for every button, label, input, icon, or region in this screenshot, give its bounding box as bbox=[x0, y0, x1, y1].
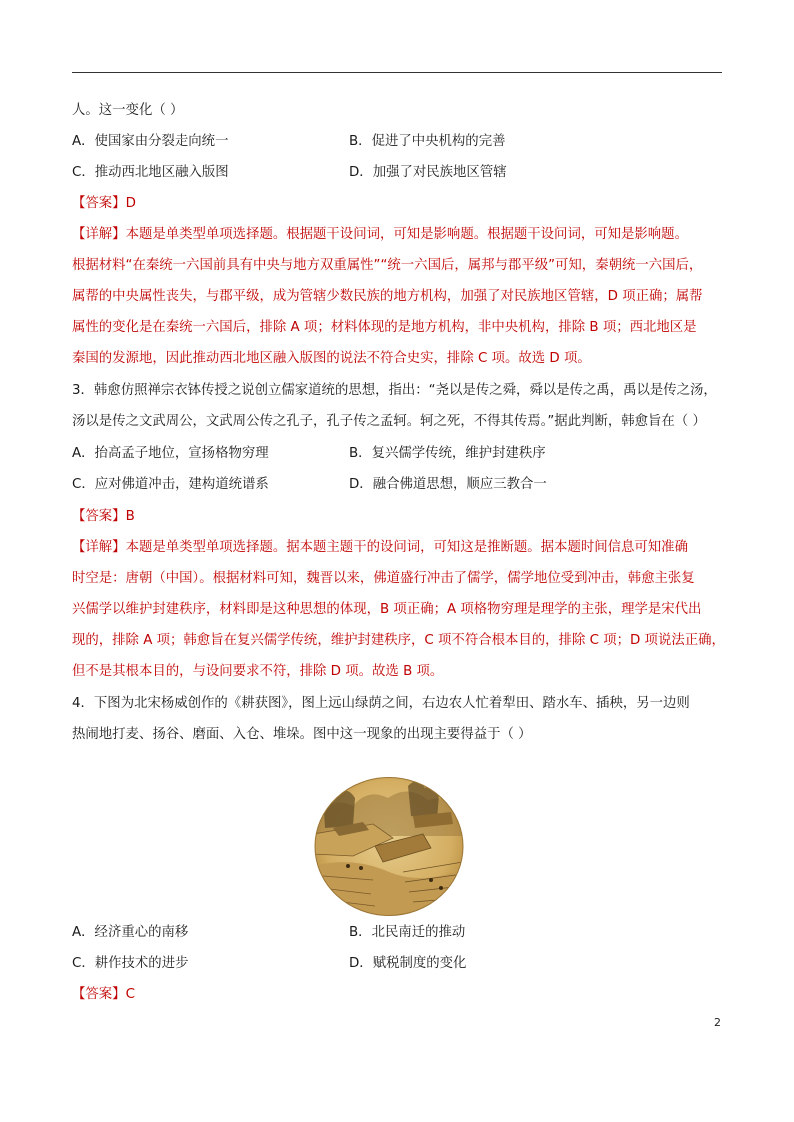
q3-option-d: D．融合佛道思想，顺应三教合一 bbox=[349, 477, 547, 492]
q3-option-a: A．抬高孟子地位，宣扬格物穷理 bbox=[72, 446, 269, 461]
answer-value: D bbox=[125, 196, 136, 211]
answer-value: C bbox=[125, 987, 135, 1002]
q2-stem-tail: 人。这一变化（ ） bbox=[72, 103, 184, 118]
q3-detail-line: 但不是其根本目的，与设问要求不符，排除 D 项。故选 B 项。 bbox=[72, 664, 444, 679]
q2-answer bbox=[72, 196, 136, 212]
farmer-figure bbox=[429, 878, 433, 882]
q3-option-b: B．复兴儒学传统，维护封建秩序 bbox=[349, 446, 546, 461]
q4-answer bbox=[72, 987, 135, 1003]
q3-option-c: C．应对佛道冲击，建构道统谱系 bbox=[72, 477, 269, 492]
q2-detail-line: 属帮的中央属性丧失，与郡平级，成为管辖少数民族的地方机构，加强了对民族地区管辖，D 项正确；属帮 bbox=[72, 289, 703, 304]
q2-option-a: A．使国家由分裂走向统一 bbox=[72, 134, 229, 149]
q2-option-d: D．加强了对民族地区管辖 bbox=[349, 165, 507, 180]
q4-stem-line: 热闹地打麦、扬谷、磨面、入仓、堆垛。图中这一现象的出现主要得益于（ ） bbox=[72, 727, 532, 742]
header-rule bbox=[72, 72, 722, 73]
q4-option-b: B．北民南迁的推动 bbox=[349, 925, 466, 940]
q2-detail-line: 秦国的发源地，因此推动西北地区融入版图的说法不符合史实，排除 C 项。故选 D 项。 bbox=[72, 351, 591, 366]
q4-stem-line: 4．下图为北宋杨威创作的《耕获图》，图上远山绿荫之间，右边农人忙着犁田、踏水车、插秧，另一边则 bbox=[72, 696, 690, 711]
q2-option-b: B．促进了中央机构的完善 bbox=[349, 134, 506, 149]
q3-answer bbox=[72, 509, 135, 525]
answer-value: B bbox=[125, 509, 135, 524]
q2-detail-line: 根据材料“在秦统一六国前具有中央与地方双重属性”“统一六国后，属邦与郡平级”可知，秦朝统一六国后， bbox=[72, 258, 703, 273]
farmer-figure bbox=[359, 866, 363, 870]
answer-tag: 【答案】 bbox=[72, 987, 126, 1002]
q4-option-d: D．赋税制度的变化 bbox=[349, 956, 467, 971]
page-number: 2 bbox=[714, 1016, 721, 1029]
detail-text: 本题是单类型单项选择题。据本题主题干的设问词，可知这是推断题。据本题时间信息可知准确 bbox=[125, 540, 688, 555]
q4-option-a: A．经济重心的南移 bbox=[72, 925, 189, 940]
genghuotu-painting bbox=[313, 776, 465, 917]
q2-detail-line: 属性的变化是在秦统一六国后，排除 A 项；材料体现的是地方机构，非中央机构，排除 B 项；西北地区是 bbox=[72, 320, 697, 335]
q3-stem-line: 汤以是传之文武周公，文武周公传之孔子，孔子传之孟轲。轲之死，不得其传焉。”据此判断，韩愈旨在（ ） bbox=[72, 414, 706, 429]
q3-detail-line: 时空是：唐朝（中国）。根据材料可知，魏晋以来，佛道盛行冲击了儒学，儒学地位受到冲击，韩愈主张复 bbox=[72, 571, 695, 586]
answer-tag: 【答案】 bbox=[72, 509, 126, 524]
q4-option-c: C．耕作技术的进步 bbox=[72, 956, 189, 971]
detail-tag: 【详解】 bbox=[72, 227, 126, 242]
q3-stem-line: 3．韩愈仿照禅宗衣钵传授之说创立儒家道统的思想，指出：“尧以是传之舜，舜以是传之禹，禹以是传之汤， bbox=[72, 383, 717, 398]
q3-detail-line bbox=[72, 540, 688, 556]
detail-text: 本题是单类型单项选择题。根据题干设问词，可知是影响题。根据题干设问词，可知是影响题。 bbox=[125, 227, 688, 242]
answer-tag: 【答案】 bbox=[72, 196, 126, 211]
q2-detail-line bbox=[72, 227, 688, 243]
q2-option-c: C．推动西北地区融入版图 bbox=[72, 165, 229, 180]
farmer-figure bbox=[439, 886, 443, 890]
farmer-figure bbox=[346, 864, 350, 868]
detail-tag: 【详解】 bbox=[72, 540, 126, 555]
q3-detail-line: 兴儒学以维护封建秩序，材料即是这种思想的体现，B 项正确；A 项格物穷理是理学的主张，理学是宋代出 bbox=[72, 602, 702, 617]
q3-detail-line: 现的，排除 A 项；韩愈旨在复兴儒学传统，维护封建秩序，C 项不符合根本目的，排除 C 项；D 项说法正确， bbox=[72, 633, 725, 648]
